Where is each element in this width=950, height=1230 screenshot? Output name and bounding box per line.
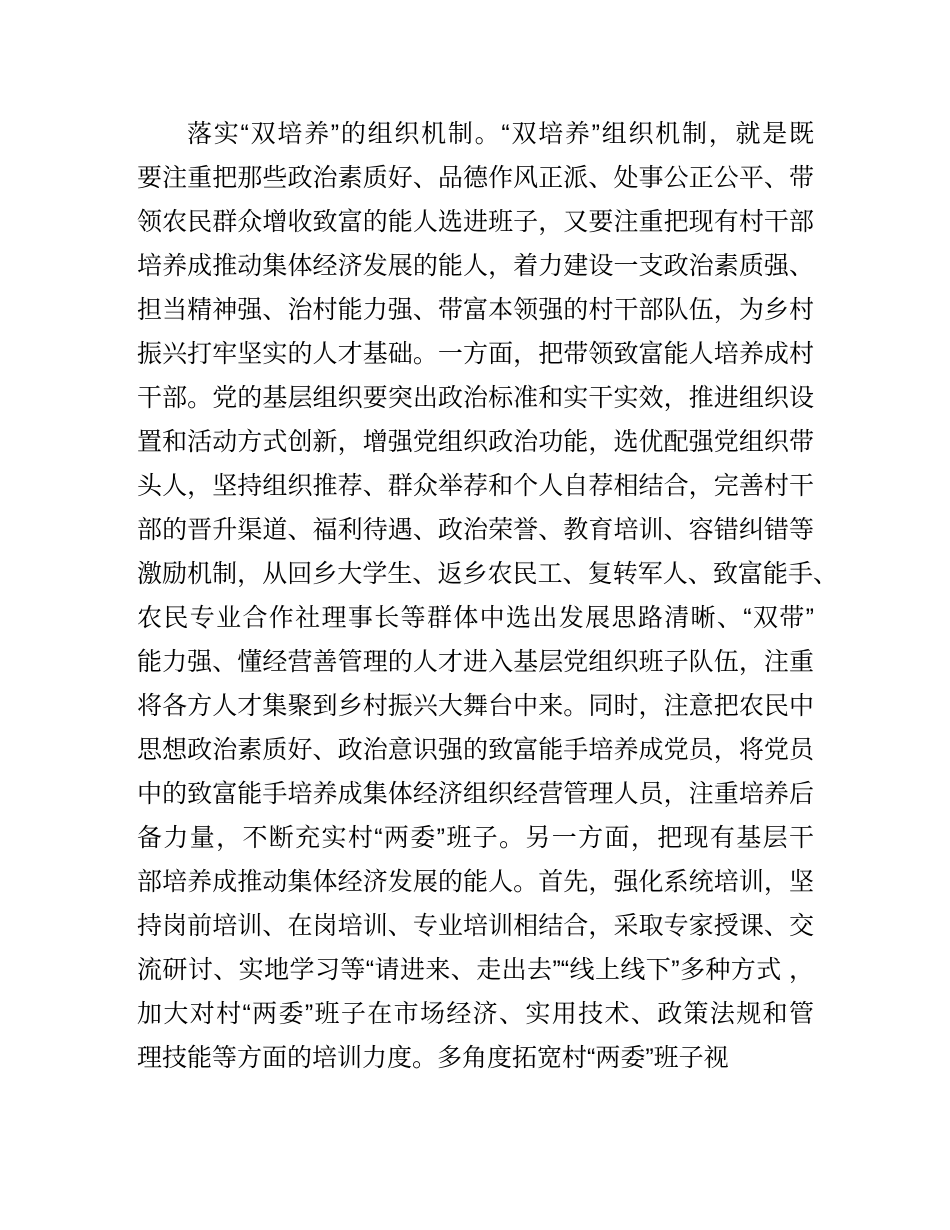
text-line: 备力量，不断充实村“两委”班子。另一方面，把现有基层干 xyxy=(137,824,814,852)
text-line: 农民专业合作社理事长等群体中选出发展思路清晰、“双带” xyxy=(137,604,814,632)
text-line: 部的晋升渠道、福利待遇、政治荣誉、教育培训、容错纠错等 xyxy=(137,516,814,544)
text-line: 领农民群众增收致富的能人选进班子，又要注重把现有村干部 xyxy=(137,208,814,236)
text-line: 部培养成推动集体经济发展的能人。首先，强化系统培训，坚 xyxy=(137,868,814,896)
text-line: 激励机制，从回乡大学生、返乡农民工、复转军人、致富能手、 xyxy=(137,560,838,588)
text-line: 将各方人才集聚到乡村振兴大舞台中来。同时，注意把农民中 xyxy=(137,692,814,720)
text-line: 培养成推动集体经济发展的能人，着力建设一支政治素质强、 xyxy=(137,252,814,280)
text-line: 置和活动方式创新，增强党组织政治功能，选优配强党组织带 xyxy=(137,428,814,456)
text-line: 流研讨、实地学习等“请进来、走出去”“线上线下”多种方式 ， xyxy=(137,956,814,984)
text-line: 要注重把那些政治素质好、品德作风正派、处事公正公平、带 xyxy=(137,164,814,192)
text-line: 加大对村“两委”班子在市场经济、实用技术、政策法规和管 xyxy=(137,1000,814,1028)
text-line: 理技能等方面的培训力度。多角度拓宽村“两委”班子视 xyxy=(137,1044,729,1072)
text-line: 能力强、懂经营善管理的人才进入基层党组织班子队伍，注重 xyxy=(137,648,814,676)
text-line: 头人，坚持组织推荐、群众举荐和个人自荐相结合，完善村干 xyxy=(137,472,814,500)
text-line: 干部。党的基层组织要突出政治标准和实干实效，推进组织设 xyxy=(137,384,814,412)
text-line: 思想政治素质好、政治意识强的致富能手培养成党员，将党员 xyxy=(137,736,814,764)
text-line: 担当精神强、治村能力强、带富本领强的村干部队伍，为乡村 xyxy=(137,296,814,324)
paragraph xyxy=(137,112,838,1080)
text-line: 落实“双培养”的组织机制。“双培养”组织机制，就是既 xyxy=(187,120,814,148)
text-line: 中的致富能手培养成集体经济组织经营管理人员，注重培养后 xyxy=(137,780,814,808)
text-line: 振兴打牢坚实的人才基础。一方面，把带领致富能人培养成村 xyxy=(137,340,814,368)
text-line: 持岗前培训、在岗培训、专业培训相结合，采取专家授课、交 xyxy=(137,912,814,940)
